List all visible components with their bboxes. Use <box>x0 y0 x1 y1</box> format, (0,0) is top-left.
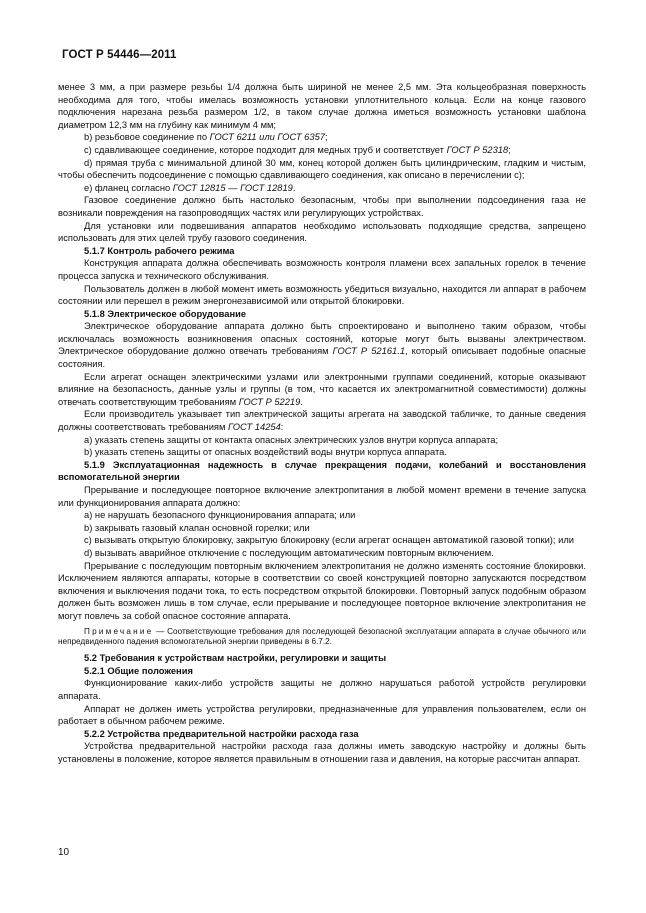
list-item: c) сдавливающее соединение, которое подходит для медных труб и соответствует ГОСТ Р 52318; <box>84 144 511 155</box>
paragraph: Если агрегат оснащен электрическими узлами или электронными группами соединений, которые оказывают влияние на безопасность, данные узлы и группы (в том, что касается их электромагнитной совместимости) должны отвечать соответствующим требованиям ГОСТ Р 52219. <box>58 371 586 407</box>
paragraph: менее 3 мм, а при размере резьбы 1/4 должна быть шириной не менее 2,5 мм. Эта кольцеобразная поверхность необходима для того, чтобы имелась возможность установки уплотнительного кольца. Если на конце газового подключения нарезана резьба размером 1/2, в таком случае должна иметься возможность установки шаблона диаметром 12,3 мм на глубину как минимум 4 мм; <box>58 82 586 130</box>
section-heading: 5.1.7 Контроль рабочего режима <box>84 245 235 256</box>
paragraph: Для установки или подвешивания аппаратов необходимо использовать подходящие средства, запрещено использовать для этих целей трубу газового соединения. <box>58 220 586 244</box>
list-item: c) вызывать открытую блокировку, закрытую блокировку (если агрегат оснащен автоматикой газовой топки); или <box>84 535 574 546</box>
list-item: d) вызывать аварийное отключение с последующим автоматическим повторным включением. <box>84 547 494 558</box>
paragraph: Функционирование каких-либо устройств защиты не должно нарушаться работой устройств регулировки аппарата. <box>58 678 586 701</box>
document-body <box>58 81 586 765</box>
section-heading: 5.2.2 Устройства предварительной настройки расхода газа <box>84 728 359 739</box>
paragraph: Если производитель указывает тип электрической защиты агрегата на заводской табличке, то данные сведения должны соответствовать требованиям ГОСТ 14254: <box>58 409 586 433</box>
list-item: a) указать степень защиты от контакта опасных электрических узлов внутри корпуса аппарата; <box>84 434 499 445</box>
standard-reference: ГОСТ 14254 <box>228 422 281 433</box>
section-heading: 5.1.9 Эксплуатационная надежность в случае прекращения подачи, колебаний и восстановления вспомогательной энергии <box>58 459 586 483</box>
standard-header: ГОСТ Р 54446—2011 <box>62 49 177 61</box>
paragraph: Конструкция аппарата должна обеспечивать возможность контроля пламени всех запальных горелок в течение процесса запуска и технического обслуживания. <box>58 258 586 281</box>
list-item: b) указать степень защиты от опасных воздействий воды внутри корпуса аппарата. <box>84 447 447 458</box>
note: Примечание — Соответствующие требования для последующей безопасной эксплуатации аппарата в случае обычного или непредвиденного падения вспомогательной энергии приведены в 6.7.2. <box>58 626 586 647</box>
list-item: b) закрывать газовый клапан основной горелки; или <box>84 522 310 533</box>
section-heading: 5.2 Требования к устройствам настройки, регулировки и защиты <box>84 653 387 664</box>
standard-reference: ГОСТ 12815 — ГОСТ 12819 <box>172 182 293 193</box>
page-number: 10 <box>58 847 70 858</box>
standard-reference: ГОСТ Р 52219 <box>238 396 301 407</box>
paragraph: Газовое соединение должно быть настолько безопасным, чтобы при выполнении подсоединения газа не возникали повреждения на газопроводящих частях или регулирующих устройствах. <box>58 195 586 218</box>
standard-reference: ГОСТ Р 52318 <box>446 144 509 155</box>
paragraph: Пользователь должен в любой момент иметь возможность убедиться визуально, находится ли аппарат в рабочем состоянии или перешел в режим энергонезависимой или открытой блокировки. <box>58 283 586 307</box>
list-item: a) не нарушать безопасного функционирования аппарата; или <box>84 510 356 521</box>
list-item: e) фланец согласно ГОСТ 12815 — ГОСТ 12819. <box>84 182 296 193</box>
paragraph: Электрическое оборудование аппарата должно быть спроектировано и выполнено таким образом, чтобы исключалась возможность возникновения опасных состояний, которые могут быть вызваны электричеством. Электрическое оборудование должно отвечать требованиям ГОСТ Р 52161.1, который описывает подобные опасные состояния. <box>58 321 586 370</box>
standard-reference: ГОСТ Р 52161.1 <box>332 346 406 357</box>
section-heading: 5.2.1 Общие положения <box>84 665 193 676</box>
note-label: Примечание <box>84 626 154 636</box>
list-item: b) резьбовое соединение по ГОСТ 6211 или ГОСТ 6357; <box>84 132 328 143</box>
paragraph: Устройства предварительной настройки расхода газа должны иметь заводскую настройку и должны быть установлены в положение, которое является правильным в отношении газа и давления, на которые рассчитан аппарат. <box>58 741 586 764</box>
standard-reference: ГОСТ 6211 или ГОСТ 6357 <box>209 132 325 143</box>
paragraph: Прерывание с последующим повторным включением электропитания не должно изменять состояние блокировки. Исключением являются аппараты, которые в соответствии со своей конструкцией повторно запускаются посредством включения и выключения подачи тока, то есть посредством открытой блокировки. Повторный запуск подобным образом должен быть возможен лишь в том случае, если прерывание и последующее повторное включение электропитания не могут повлечь за собой опасное состояние аппарата. <box>58 560 586 621</box>
paragraph: Прерывание и последующее повторное включение электропитания в любой момент времени в течение запуска или функционирования аппарата должно: <box>58 485 586 508</box>
section-heading: 5.1.8 Электрическое оборудование <box>84 308 247 319</box>
paragraph: Аппарат не должен иметь устройства регулировки, предназначенные для управления пользователем, если он работает в обычном рабочем режиме. <box>58 703 586 727</box>
list-item: d) прямая труба с минимальной длиной 30 мм, конец которой должен быть цилиндрическим, гладким и чистым, чтобы обеспечить подсоединение с помощью сдавливающего соединения, как описано в перечислении c); <box>58 157 586 181</box>
